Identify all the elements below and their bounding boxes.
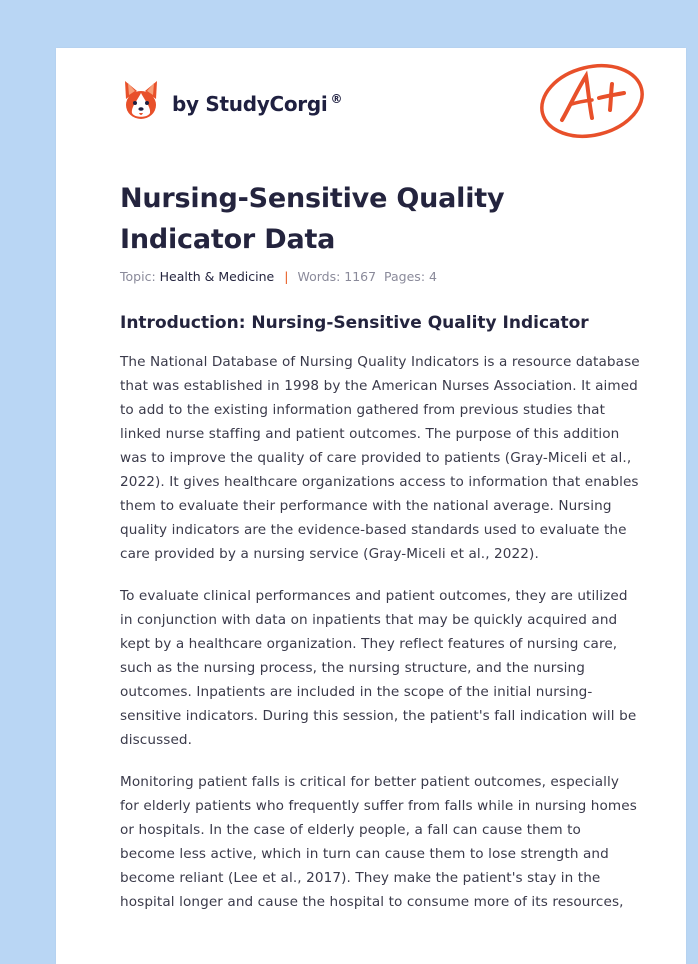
brand-name: by StudyCorgi ®: [172, 92, 343, 116]
corgi-icon: [122, 79, 160, 121]
meta-separator: |: [284, 269, 289, 284]
studycorgi-logo[interactable]: [122, 76, 342, 124]
paragraph: The National Database of Nursing Quality Indicators is a resource database that was established in 1998 by the American Nurses Association. It aimed to add to the existing information gathered from previous studies that linked nurse staffing and patient outcomes. The purpose of this addition was to improve the quality of care provided to patients (Gray-Miceli et al., 2022). It gives healthcare organizations access to information that enables them to evaluate their performance with the national average. Nursing quality indicators are the evidence-based standards used to evaluate the care provided by a nursing service (Gray-Miceli et al., 2022).: [120, 354, 640, 562]
topic-link[interactable]: Health & Medicine: [159, 269, 275, 284]
document-body: [120, 350, 640, 932]
paragraph: To evaluate clinical performances and patient outcomes, they are utilized in conjunction with data on inpatients that may be quickly acquired and kept by a healthcare organization. They reflect features of nursing care, such as the nursing process, the nursing structure, and the nursing outcomes. Inpatients are included in the scope of the initial nursing-sensitive indicators. During this session, the patient's fall indication will be discussed.: [120, 588, 637, 748]
section-heading: Introduction: Nursing-Sensitive Quality Indicator: [120, 313, 589, 333]
document-page: [56, 48, 686, 964]
registered-mark: ®: [330, 92, 343, 107]
grade-a-plus-icon: [536, 58, 648, 140]
word-count: Words: 1167: [297, 269, 377, 284]
document-title: Nursing-Sensitive Quality Indicator Data: [120, 183, 505, 255]
paragraph: Monitoring patient falls is critical for better patient outcomes, especially for elderly patients who frequently suffer from falls while in nursing homes or hospitals. In the case of elderly people, a fall can cause them to become less active, which in turn can cause them to lose strength and become reliant (Lee et al., 2017). They make the patient's stay in the hospital longer and cause the hospital to consume more of its resources,: [120, 774, 637, 910]
document-meta: [120, 269, 437, 284]
page-count: Pages: 4: [384, 269, 437, 284]
topic-label: Topic:: [120, 269, 156, 284]
